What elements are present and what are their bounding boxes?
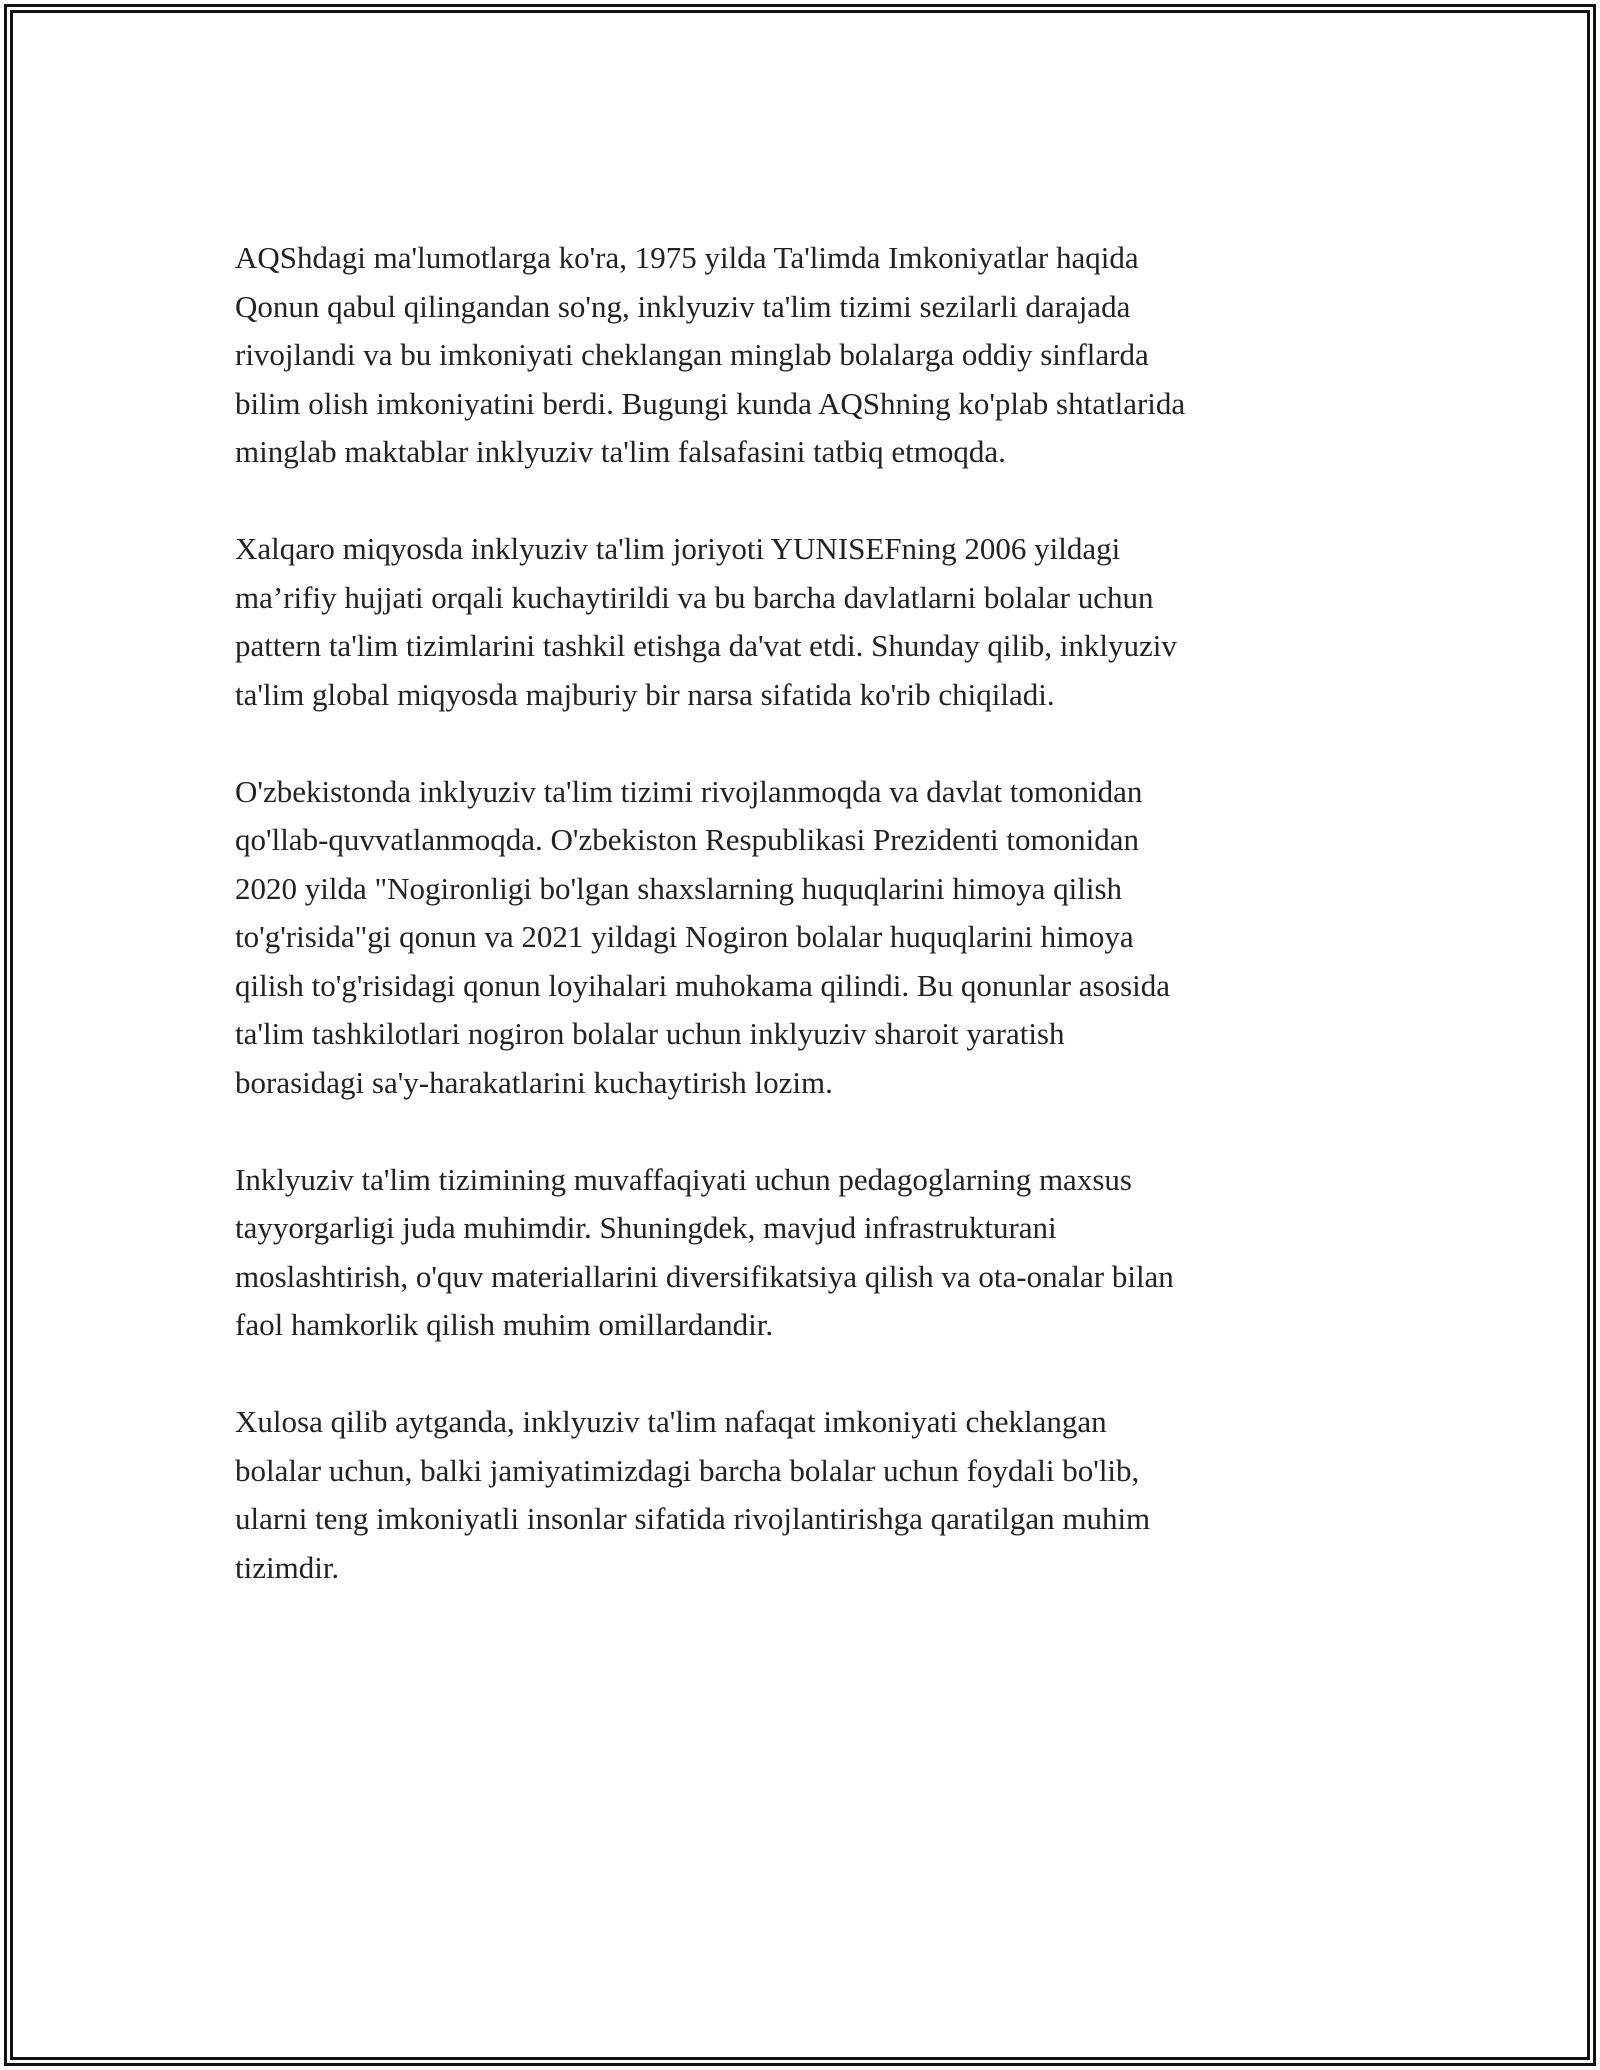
- text-line: qo'llab-quvvatlanmoqda. O'zbekiston Respublikasi Prezidenti tomonidan: [235, 822, 1139, 857]
- text-line: qilish to'g'risidagi qonun loyihalari muhokama qilindi. Bu qonunlar asosida: [235, 967, 1171, 1003]
- text-line: bolalar uchun, balki jamiyatimizdagi barcha bolalar uchun foydali bo'lib,: [235, 1452, 1140, 1488]
- text-line: Qonun qabul qilingandan so'ng, inklyuziv ta'lim tizimi sezilarli darajada: [235, 288, 1131, 324]
- text-line: O'zbekistonda inklyuziv ta'lim tizimi rivojlanmoqda va davlat tomonidan: [235, 773, 1143, 809]
- document-body: [235, 234, 1385, 1641]
- text-line: pattern ta'lim tizimlarini tashkil etishga da'vat etdi. Shunday qilib, inklyuziv: [235, 628, 1177, 663]
- text-line: tizimdir.: [235, 1549, 340, 1585]
- text-line: 2020 yilda "Nogironligi bo'lgan shaxslarning huquqlarini himoya qilish: [235, 870, 1123, 906]
- text-line: AQShdagi ma'lumotlarga ko'ra, 1975 yilda Ta'limda Imkoniyatlar haqida: [235, 240, 1139, 275]
- paragraph-1: [235, 234, 1385, 477]
- text-line: moslashtirish, o'quv materiallarini diversifikatsiya qilish va ota-onalar bilan: [235, 1258, 1174, 1294]
- text-line: ma’rifiy hujjati orqali kuchaytirildi va bu barcha davlatlarni bolalar uchun: [235, 579, 1154, 615]
- text-line: tayyorgarligi juda muhimdir. Shuningdek, mavjud infrastrukturani: [235, 1210, 1057, 1245]
- text-line: bilim olish imkoniyatini berdi. Bugungi kunda AQShning ko'plab shtatlarida: [235, 385, 1186, 421]
- text-line: Inklyuziv ta'lim tizimining muvaffaqiyati uchun pedagoglarning maxsus: [235, 1161, 1132, 1197]
- paragraph-5: [235, 1398, 1385, 1592]
- paragraph-4: [235, 1156, 1385, 1350]
- paragraph-3: [235, 768, 1385, 1108]
- paragraph-2: [235, 525, 1385, 719]
- text-line: faol hamkorlik qilish muhim omillardandir.: [235, 1307, 774, 1342]
- text-line: Xalqaro miqyosda inklyuziv ta'lim joriyoti YUNISEFning 2006 yildagi: [235, 531, 1121, 566]
- text-line: borasidagi sa'y-harakatlarini kuchaytirish lozim.: [235, 1064, 833, 1100]
- text-line: minglab maktablar inklyuziv ta'lim falsafasini tatbiq etmoqda.: [235, 434, 1006, 469]
- text-line: ularni teng imkoniyatli insonlar sifatida rivojlantirishga qaratilgan muhim: [235, 1501, 1151, 1536]
- text-line: to'g'risida"gi qonun va 2021 yildagi Nogiron bolalar huquqlarini himoya: [235, 919, 1134, 954]
- text-line: ta'lim tashkilotlari nogiron bolalar uchun inklyuziv sharoit yaratish: [235, 1016, 1065, 1051]
- text-line: ta'lim global miqyosda majburiy bir narsa sifatida ko'rib chiqiladi.: [235, 676, 1055, 712]
- text-line: Xulosa qilib aytganda, inklyuziv ta'lim nafaqat imkoniyati cheklangan: [235, 1404, 1107, 1439]
- text-line: rivojlandi va bu imkoniyati cheklangan minglab bolalarga oddiy sinflarda: [235, 337, 1149, 372]
